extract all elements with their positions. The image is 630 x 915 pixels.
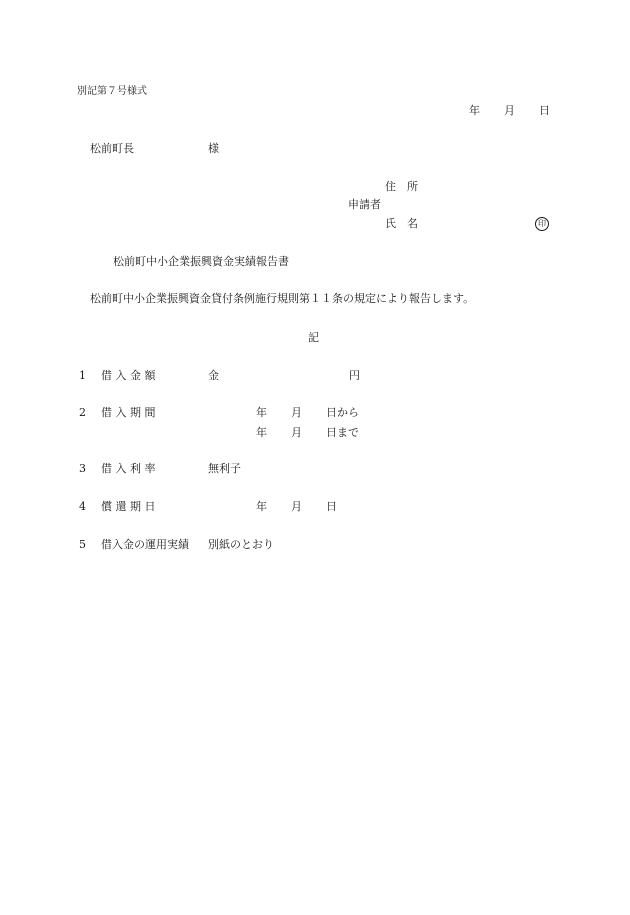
item-label: 借 入 期 間 (101, 406, 156, 419)
repay-year: 年 (256, 500, 267, 513)
date-year: 年 (469, 104, 480, 117)
amount-prefix: 金 (208, 369, 219, 382)
interest-rate-value: 無利子 (208, 462, 241, 475)
repay-month: 月 (291, 500, 302, 513)
item-label: 償 還 期 日 (101, 500, 156, 513)
from-year: 年 (256, 406, 267, 419)
repay-day: 日 (326, 500, 337, 513)
item-number: 3 (79, 462, 86, 475)
item-number: 2 (79, 406, 86, 419)
from-month: 月 (291, 406, 302, 419)
name-label: 氏 名 (385, 217, 418, 230)
item-number: 1 (79, 369, 86, 382)
address-label: 住 所 (385, 180, 418, 193)
body-text: 松前町中小企業振興資金貸付条例施行規則第１１条の規定により報告します。 (90, 292, 475, 305)
to-year: 年 (256, 426, 267, 439)
date-day: 日 (539, 104, 550, 117)
ki-heading: 記 (308, 331, 319, 344)
item-label: 借 入 利 率 (101, 462, 156, 475)
date-month: 月 (504, 104, 515, 117)
to-day: 日まで (326, 426, 359, 439)
addressee-name: 松前町長 (90, 142, 134, 155)
usage-result-value: 別紙のとおり (208, 538, 274, 551)
form-number: 別記第７号様式 (77, 86, 147, 97)
item-number: 4 (79, 500, 86, 513)
from-day: 日から (326, 406, 359, 419)
seal-mark: 印 (535, 217, 549, 231)
report-title: 松前町中小企業振興資金実績報告書 (113, 255, 289, 268)
addressee-honorific: 様 (208, 142, 219, 155)
item-label: 借 入 金 額 (101, 369, 156, 382)
applicant-label: 申請者 (348, 198, 381, 211)
amount-suffix: 円 (349, 369, 360, 382)
item-label: 借入金の運用実績 (101, 538, 189, 551)
item-number: 5 (79, 538, 86, 551)
to-month: 月 (291, 426, 302, 439)
